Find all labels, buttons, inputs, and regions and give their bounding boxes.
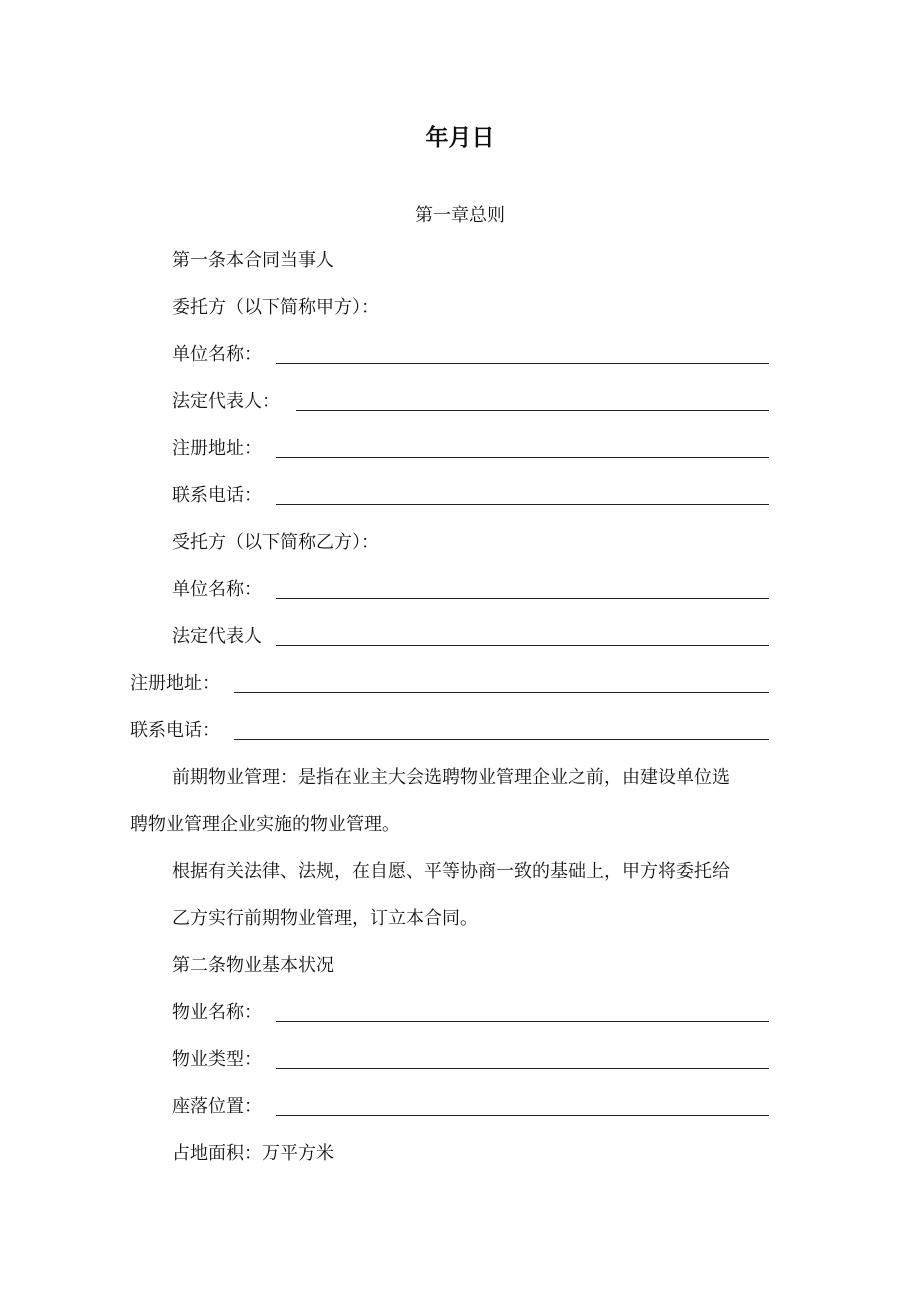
party-b-name-field: [172, 576, 769, 604]
fill-in-blank: [234, 692, 769, 693]
land-area-line: 占地面积：万平方米: [172, 1143, 334, 1164]
field-label: 座落位置：: [172, 1096, 262, 1117]
party-b-address-field: [130, 670, 769, 698]
fill-in-blank: [276, 504, 769, 505]
basis-paragraph-line-1: 根据有关法律、法规，在自愿、平等协商一致的基础上，甲方将委托给: [172, 861, 730, 882]
party-b-heading: 受托方（以下简称乙方）：: [172, 532, 379, 553]
article-1-heading: 第一条本合同当事人: [172, 250, 334, 271]
property-type-field: [172, 1046, 769, 1074]
party-a-representative-field: [172, 388, 769, 416]
field-label: 注册地址：: [172, 438, 262, 459]
field-label: 单位名称：: [172, 344, 262, 365]
document-date-title: 年月日: [425, 125, 495, 151]
field-label: 法定代表人：: [172, 391, 280, 412]
fill-in-blank: [276, 363, 769, 364]
field-label: 联系电话：: [130, 720, 220, 741]
field-label: 注册地址：: [130, 673, 220, 694]
field-label: 单位名称：: [172, 579, 262, 600]
property-location-field: [172, 1093, 769, 1121]
fill-in-blank: [296, 410, 769, 411]
field-label: 物业名称：: [172, 1002, 262, 1023]
property-name-field: [172, 999, 769, 1027]
party-a-name-field: [172, 341, 769, 369]
definition-paragraph-line-1: 前期物业管理：是指在业主大会选聘物业管理企业之前，由建设单位选: [172, 767, 730, 788]
fill-in-blank: [276, 1021, 769, 1022]
article-2-heading: 第二条物业基本状况: [172, 955, 334, 976]
party-a-phone-field: [172, 482, 769, 510]
fill-in-blank: [276, 457, 769, 458]
field-label: 法定代表人: [172, 626, 262, 647]
fill-in-blank: [234, 739, 769, 740]
fill-in-blank: [276, 598, 769, 599]
field-label: 联系电话：: [172, 485, 262, 506]
party-a-heading: 委托方（以下简称甲方）：: [172, 297, 379, 318]
field-label: 物业类型：: [172, 1049, 262, 1070]
fill-in-blank: [276, 645, 769, 646]
fill-in-blank: [276, 1068, 769, 1069]
basis-paragraph-line-2: 乙方实行前期物业管理，订立本合同。: [172, 908, 478, 929]
party-b-representative-field: [172, 623, 769, 651]
party-b-phone-field: [130, 717, 769, 745]
definition-paragraph-line-2: 聘物业管理企业实施的物业管理。: [130, 814, 400, 835]
chapter-heading: 第一章总则: [415, 205, 505, 226]
party-a-address-field: [172, 435, 769, 463]
fill-in-blank: [276, 1115, 769, 1116]
